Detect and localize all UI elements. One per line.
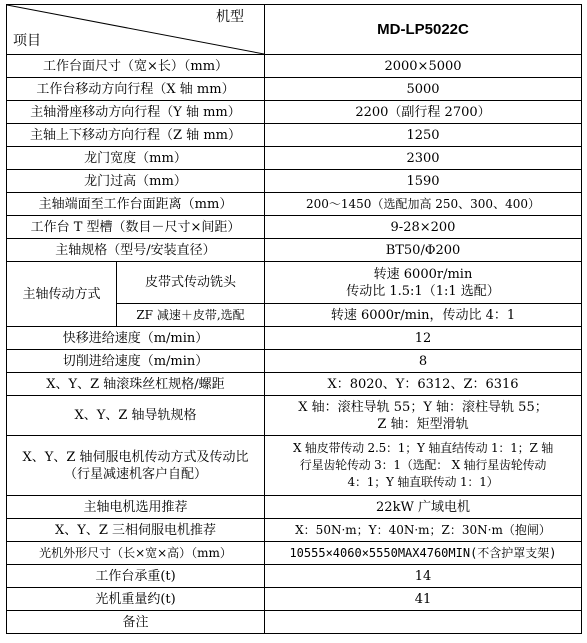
value-line: Z 轴：矩型滑轨 (377, 416, 469, 432)
table-row (7, 216, 582, 239)
table-row (7, 170, 582, 193)
row-value: 12 (265, 327, 582, 350)
row-value: 8 (265, 350, 582, 373)
header-corner-cell (7, 5, 265, 55)
table-row (7, 396, 582, 436)
row-value: 2200（副行程 2700） (265, 101, 582, 124)
row-value: 41 (265, 588, 582, 611)
table-row (7, 519, 582, 542)
row-label: 光机重量约(t) (7, 588, 265, 611)
value-line: X 轴：滚柱导轨 55；Y 轴：滚柱导轨 55； (298, 399, 548, 415)
row-value: 22kW 广域电机 (265, 496, 582, 519)
value-line: 4：1；Y 轴直联传动 1：1） (347, 475, 499, 489)
row-label: 龙门过高（mm） (7, 170, 265, 193)
row-label: X、Y、Z 轴滚珠丝杠规格/螺距 (7, 373, 265, 396)
table-row (7, 373, 582, 396)
table-row (7, 327, 582, 350)
value-line: 转速 6000r/min (373, 266, 473, 282)
table-row (7, 611, 582, 634)
row-label: 主轴端面至工作台面距离（mm） (7, 193, 265, 216)
row-label: 工作台面尺寸（宽×长）（mm） (7, 55, 265, 78)
row-label: 主轴上下移动方向行程（Z 轴 mm） (7, 124, 265, 147)
row-value: 14 (265, 565, 582, 588)
row-value (265, 396, 582, 436)
row-value: 10555×4060×5550MAX4760MIN(不含护罩支架) (265, 542, 582, 565)
item-header-label: 项目 (13, 33, 41, 49)
row-value: 转速 6000r/min，传动比 4：1 (265, 304, 582, 327)
row-value: 9-28×200 (265, 216, 582, 239)
spec-table (6, 4, 582, 634)
row-value: X：50N·m；Y：40N·m；Z：30N·m（抱闸） (265, 519, 582, 542)
table-row (7, 147, 582, 170)
spec-sheet (6, 4, 581, 634)
row-value: 2000×5000 (265, 55, 582, 78)
row-label: 备注 (7, 611, 265, 634)
row-value: BT50/Φ200 (265, 239, 582, 262)
table-row (7, 101, 582, 124)
row-sublabel: ZF 减速＋皮带,选配 (117, 304, 265, 327)
row-value: 1590 (265, 170, 582, 193)
row-label: 龙门宽度（mm） (7, 147, 265, 170)
table-row (7, 565, 582, 588)
label-line: X、Y、Z 轴伺服电机传动方式及传动比 (22, 449, 249, 465)
label-line: （行星减速机客户自配） (63, 466, 207, 482)
table-row (7, 262, 582, 304)
row-label: 主轴规格（型号/安装直径） (7, 239, 265, 262)
table-row (7, 78, 582, 101)
value-line: 传动比 1.5:1（1:1 选配） (346, 283, 500, 299)
table-row (7, 193, 582, 216)
table-row (7, 55, 582, 78)
row-label: 主轴传动方式 (7, 262, 117, 327)
model-number: MD-LP5022C (265, 5, 582, 55)
row-label: 主轴电机选用推荐 (7, 496, 265, 519)
row-value: 5000 (265, 78, 582, 101)
row-value: 1250 (265, 124, 582, 147)
row-label: 工作台承重(t) (7, 565, 265, 588)
row-value (265, 262, 582, 304)
value-line: 行星齿轮传动 3：1（选配： X 轴行星齿轮传动 (299, 458, 547, 472)
row-sublabel: 皮带式传动铣头 (117, 262, 265, 304)
row-label (7, 436, 265, 496)
row-label: 快移进给速度（m/min） (7, 327, 265, 350)
row-label: X、Y、Z 三相伺服电机推荐 (7, 519, 265, 542)
table-row (7, 496, 582, 519)
row-value: 200～1450（选配加高 250、300、400） (265, 193, 582, 216)
row-value: 2300 (265, 147, 582, 170)
value-line: X 轴皮带传动 2.5：1；Y 轴直结传动 1：1；Z 轴 (292, 441, 554, 455)
row-value: X：8020、Y：6312、Z：6316 (265, 373, 582, 396)
table-row (7, 542, 582, 565)
table-row (7, 588, 582, 611)
model-header-label: 机型 (216, 9, 244, 25)
table-row (7, 124, 582, 147)
table-row (7, 239, 582, 262)
row-value (265, 436, 582, 496)
row-label: 光机外形尺寸（长×宽×高）（mm） (7, 542, 265, 565)
row-label: 工作台移动方向行程（X 轴 mm） (7, 78, 265, 101)
table-row (7, 436, 582, 496)
row-label: X、Y、Z 轴导轨规格 (7, 396, 265, 436)
table-row (7, 350, 582, 373)
row-label: 切削进给速度（m/min） (7, 350, 265, 373)
table-header-row (7, 5, 582, 55)
row-label: 工作台 T 型槽（数目－尺寸×间距） (7, 216, 265, 239)
row-label: 主轴滑座移动方向行程（Y 轴 mm） (7, 101, 265, 124)
row-value (265, 611, 582, 634)
